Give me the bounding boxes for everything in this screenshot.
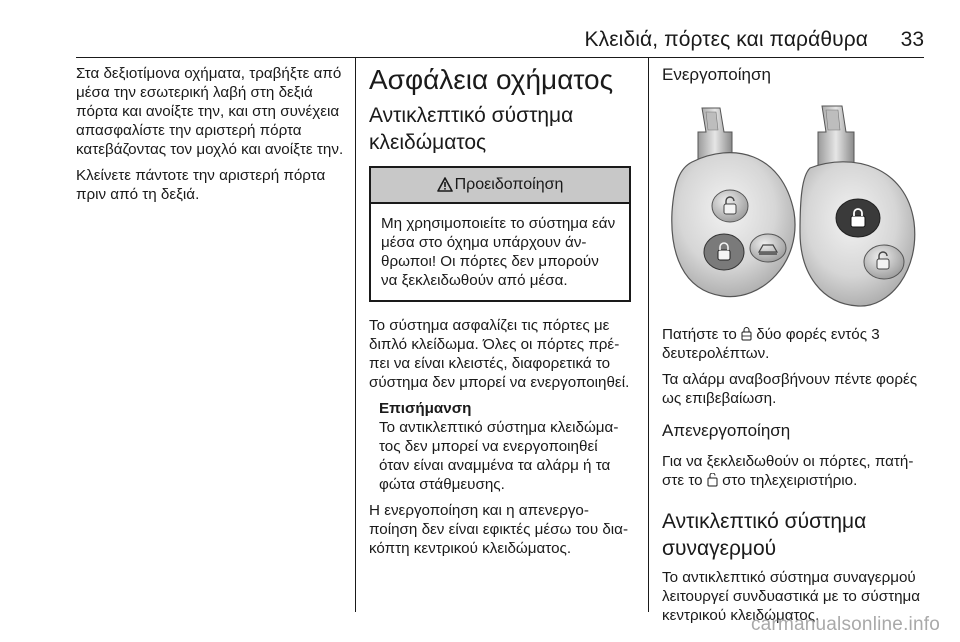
key-fob-left [672, 153, 795, 297]
warning-header [371, 168, 629, 204]
column-divider-2 [648, 58, 649, 612]
header-rule [76, 57, 924, 58]
activation-heading: Ενεργοποίηση [662, 65, 771, 84]
paragraph: Τα αλάρμ αναβοσβήνουν πέντε φορές ως επιβεβαίωση. [662, 371, 918, 407]
paragraph: Κλείνετε πάντοτε την αριστερή πόρτα πριν από τη δεξιά. [76, 167, 326, 203]
chapter-title: Κλειδιά, πόρτες και παράθυρα [584, 28, 868, 51]
column-middle [369, 64, 631, 565]
column-right [662, 64, 926, 632]
paragraph: Η ενεργοποίηση και η απενεργοποίηση δεν είναι εφικτές μέσω του διακόπτη κεντρικού κλειδώματος. [369, 502, 629, 557]
text-segment: Πατήστε το [662, 326, 737, 343]
remote-key-illustration [662, 102, 926, 308]
key-blade-right [818, 106, 854, 168]
text-segment: στο τηλεχειριστήριο. [722, 472, 858, 489]
column-left [76, 64, 346, 211]
warning-triangle-icon [437, 177, 453, 192]
unlock-icon [707, 473, 718, 487]
subsection-heading: Αντικλεπτικό σύστημα κλειδώματος [369, 104, 574, 154]
text-segment: Για να ξεκλειδωθούν οι πόρτες, πατήστε το [662, 453, 914, 489]
deactivation-heading: Απενεργοποίηση [662, 421, 791, 440]
warning-text: Μη χρησιμοποιείτε το σύστημα εάν μέσα στο όχημα υπάρχουν άνθρωποι! Οι πόρτες δεν μπορούν να ξεκλειδωθούν από μέσα. [381, 215, 616, 289]
warning-box [369, 166, 631, 302]
subsection-heading: Αντικλεπτικό σύστημα συναγερμού [662, 510, 867, 560]
note-text: Το αντικλεπτικό σύστημα κλειδώματος δεν μπορεί να ενεργοποιηθεί όταν είναι αναμμένα τα αλάρμ ή τα φώτα στάθμευσης. [379, 419, 619, 493]
warning-title: Προειδοποίηση [454, 176, 564, 193]
note-title: Επισήμανση [379, 400, 472, 417]
activation-instructions [662, 325, 926, 363]
column-divider-1 [355, 58, 356, 612]
deactivation-instructions [662, 452, 926, 490]
button-trunk [750, 234, 786, 262]
lock-icon [741, 327, 752, 341]
section-heading: Ασφάλεια οχήματος [369, 64, 614, 95]
note-block [379, 399, 631, 494]
paragraph: Στα δεξιοτίμονα οχήματα, τραβήξτε από μέσα την εσωτερική λαβή στη δεξιά πόρτα και ανοίξτε την, και στη συνέχεια απασφαλίστε την αριστερή πόρτα κατεβάζοντας τον μοχλό και ανοίξτε την. [76, 65, 344, 158]
paragraph: Το σύστημα ασφαλίζει τις πόρτες με διπλό κλείδωμα. Όλες οι πόρτες πρέπει να είναι κλειστές, διαφορετικά το σύστημα δεν μπορεί να ενεργοποιηθεί. [369, 317, 630, 391]
watermark: carmanualsonline.info [750, 614, 940, 635]
paragraph: Το αντικλεπτικό σύστημα συναγερμού λειτουργεί συνδυαστικά με το σύστημα κεντρικού κλειδώματος. [662, 569, 921, 624]
page-number: 33 [900, 28, 924, 51]
text-segment: δύο φορές εντός 3 δευτερολέπτων. [662, 326, 880, 362]
